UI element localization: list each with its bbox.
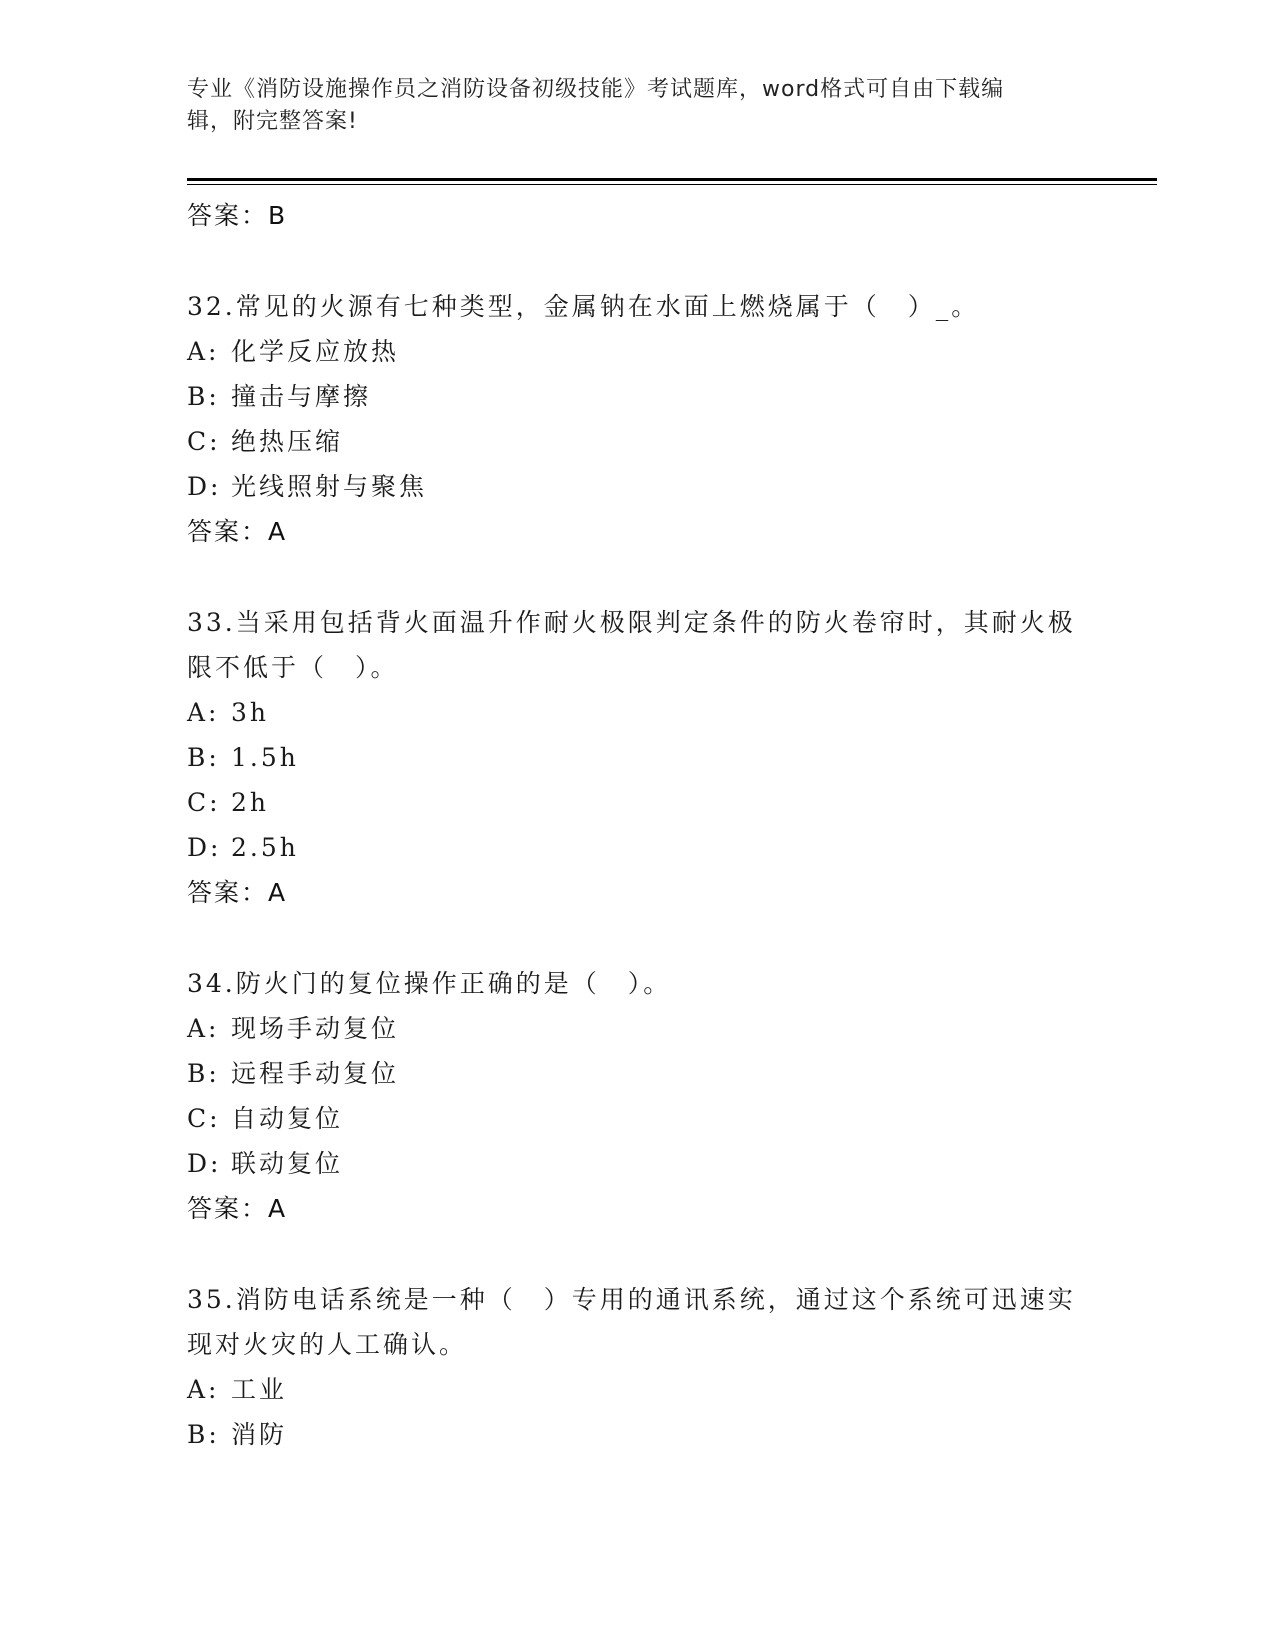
- answer-line: 答案：A: [187, 1194, 288, 1223]
- option-text: 光线照射与聚焦: [231, 472, 428, 501]
- option-a: [187, 1367, 1087, 1412]
- option-a: [187, 329, 1087, 374]
- option-b: [187, 1051, 1087, 1096]
- option-key: A:: [187, 698, 220, 727]
- option-b: [187, 1412, 1087, 1457]
- option-c: [187, 1096, 1087, 1141]
- option-key: A:: [187, 1375, 220, 1404]
- option-a: [187, 690, 1087, 735]
- option-text: 现场手动复位: [231, 1014, 400, 1043]
- option-text: 联动复位: [231, 1149, 344, 1178]
- option-d: [187, 1141, 1087, 1186]
- question-text: 32.常见的火源有七种类型，金属钠在水面上燃烧属于（ ）_。: [187, 292, 980, 321]
- document-header: [187, 74, 1087, 138]
- answer-line: 答案：A: [187, 878, 288, 907]
- header-rule-thick: [187, 178, 1157, 181]
- question-block: [187, 284, 1087, 554]
- option-d: [187, 464, 1087, 509]
- header-line-2: 辑，附完整答案!: [187, 109, 358, 134]
- option-text: 远程手动复位: [231, 1059, 400, 1088]
- option-text: 消防: [231, 1420, 288, 1449]
- option-key: B:: [187, 382, 220, 411]
- option-text: 2h: [231, 788, 270, 817]
- option-text: 绝热压缩: [231, 427, 344, 456]
- question-text: 34.防火门的复位操作正确的是（ ）。: [187, 969, 672, 998]
- answer-line: 答案：A: [187, 517, 288, 546]
- question-block: [187, 961, 1087, 1231]
- answer-line: 答案：B: [187, 201, 288, 230]
- header-rule-thin: [187, 184, 1157, 185]
- question-list: [187, 193, 1087, 1457]
- option-text: 撞击与摩擦: [231, 382, 372, 411]
- question-text: 33.当采用包括背火面温升作耐火极限判定条件的防火卷帘时，其耐火极限不低于（ ）。: [187, 608, 1076, 682]
- header-line-1: 专业《消防设施操作员之消防设备初级技能》考试题库，word格式可自由下载编: [187, 77, 1005, 102]
- option-key: A:: [187, 337, 220, 366]
- option-key: D:: [187, 472, 222, 501]
- option-a: [187, 1006, 1087, 1051]
- option-key: C:: [187, 427, 221, 456]
- question-text: 35.消防电话系统是一种（ ）专用的通讯系统，通过这个系统可迅速实现对火灾的人工确认。: [187, 1285, 1076, 1359]
- option-text: 化学反应放热: [231, 337, 400, 366]
- option-key: C:: [187, 788, 221, 817]
- option-text: 1.5h: [231, 743, 299, 772]
- option-text: 2.5h: [231, 833, 299, 862]
- option-text: 3h: [231, 698, 270, 727]
- option-key: D:: [187, 833, 222, 862]
- option-key: C:: [187, 1104, 221, 1133]
- option-b: [187, 735, 1087, 780]
- option-key: D:: [187, 1149, 222, 1178]
- option-key: B:: [187, 743, 220, 772]
- question-block: [187, 1277, 1087, 1457]
- option-c: [187, 780, 1087, 825]
- option-text: 工业: [231, 1375, 288, 1404]
- option-key: B:: [187, 1420, 220, 1449]
- option-key: A:: [187, 1014, 220, 1043]
- option-c: [187, 419, 1087, 464]
- option-b: [187, 374, 1087, 419]
- question-block: [187, 600, 1087, 915]
- option-key: B:: [187, 1059, 220, 1088]
- option-d: [187, 825, 1087, 870]
- option-text: 自动复位: [231, 1104, 344, 1133]
